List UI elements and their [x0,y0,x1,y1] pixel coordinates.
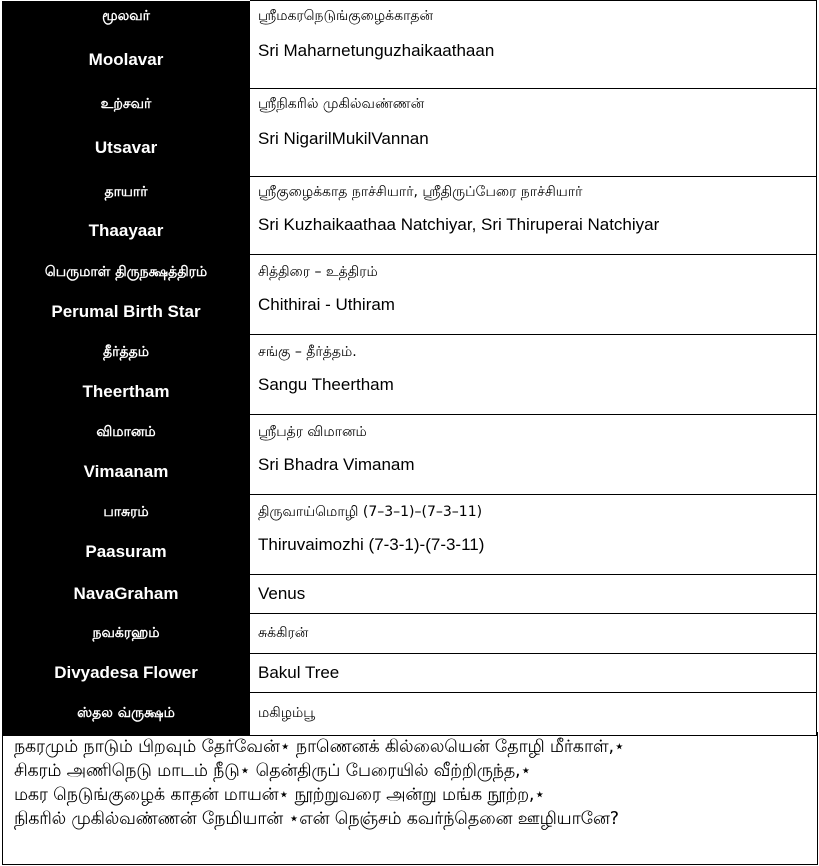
label-utsavar-en: Utsavar [2,121,250,177]
value-sthala-tree-ta: மகிழம்பூ [250,693,817,736]
value-utsavar-en: Sri NigarilMukilVannan [250,121,817,177]
value-paasuram-en: Thiruvaimozhi (7-3-1)-(7-3-11) [250,531,817,575]
value-moolavar-en: Sri Maharnetunguzhaikaathaan [250,33,817,89]
value-flower-en: Bakul Tree [250,654,817,693]
label-vimaanam-ta: விமானம் [2,415,250,451]
value-vimaanam-en: Sri Bhadra Vimanam [250,451,817,495]
label-thaayaar-en: Thaayaar [2,209,250,255]
temple-info-table [2,0,817,736]
verse-line-1: நகரமும் நாடும் பிறவும் தேர்வேன்⋆ நாணெனக் கில்லையென் தோழி மீர்காள்,⋆ [14,737,625,757]
paasuram-verse [14,735,816,863]
label-flower-en: Divyadesa Flower [2,654,250,693]
label-paasuram-ta: பாசுரம் [2,495,250,531]
value-utsavar-ta: ஸ்ரீநிகரில் முகில்வண்ணன் [250,89,817,121]
value-theertham-en: Sangu Theertham [250,371,817,415]
value-navagraham-ta: சுக்கிரன் [250,614,817,654]
label-theertham-en: Theertham [2,371,250,415]
verse-line-3: மகர நெடுங்குழைக் காதன் மாயன்⋆ நூற்றுவரை அன்று மங்க நூற்ற,⋆ [14,785,546,805]
label-vimaanam-en: Vimaanam [2,451,250,495]
verse-line-4: நிகரில் முகில்வண்ணன் நேமியான் ⋆என் நெஞ்சம் கவர்ந்தெனை ஊழியானே? [14,809,619,829]
value-theertham-ta: சங்கு – தீர்த்தம். [250,335,817,371]
verse-line-2: சிகரம் அணிநெடு மாடம் நீடு⋆ தென்திருப் பேரையில் வீற்றிருந்த,⋆ [14,761,532,781]
value-thaayaar-en: Sri Kuzhaikaathaa Natchiyar, Sri Thiruperai Natchiyar [250,209,817,255]
label-theertham-ta: தீர்த்தம் [2,335,250,371]
label-moolavar-ta: மூலவர் [2,1,250,33]
label-navagraham-en: NavaGraham [2,575,250,614]
label-birthstar-en: Perumal Birth Star [2,291,250,335]
value-moolavar-ta: ஸ்ரீமகரநெடுங்குழைக்காதன் [250,1,817,33]
label-birthstar-ta: பெருமாள் திருநக்ஷத்திரம் [2,255,250,291]
label-sthala-tree-ta: ஸ்தல வ்ருக்ஷம் [2,693,250,736]
value-navagraham-en: Venus [250,575,817,614]
value-vimaanam-ta: ஸ்ரீபத்ர விமானம் [250,415,817,451]
label-paasuram-en: Paasuram [2,531,250,575]
value-birthstar-ta: சித்திரை – உத்திரம் [250,255,817,291]
label-navagraham-ta: நவக்ரஹம் [2,614,250,654]
value-birthstar-en: Chithirai - Uthiram [250,291,817,335]
label-utsavar-ta: உற்சவர் [2,89,250,121]
value-paasuram-ta: திருவாய்மொழி (7–3–1)–(7–3–11) [250,495,817,531]
label-moolavar-en: Moolavar [2,33,250,89]
value-thaayaar-ta: ஸ்ரீகுழைக்காத நாச்சியார், ஸ்ரீதிருப்பேரை நாச்சியார் [250,177,817,209]
label-thaayaar-ta: தாயார் [2,177,250,209]
